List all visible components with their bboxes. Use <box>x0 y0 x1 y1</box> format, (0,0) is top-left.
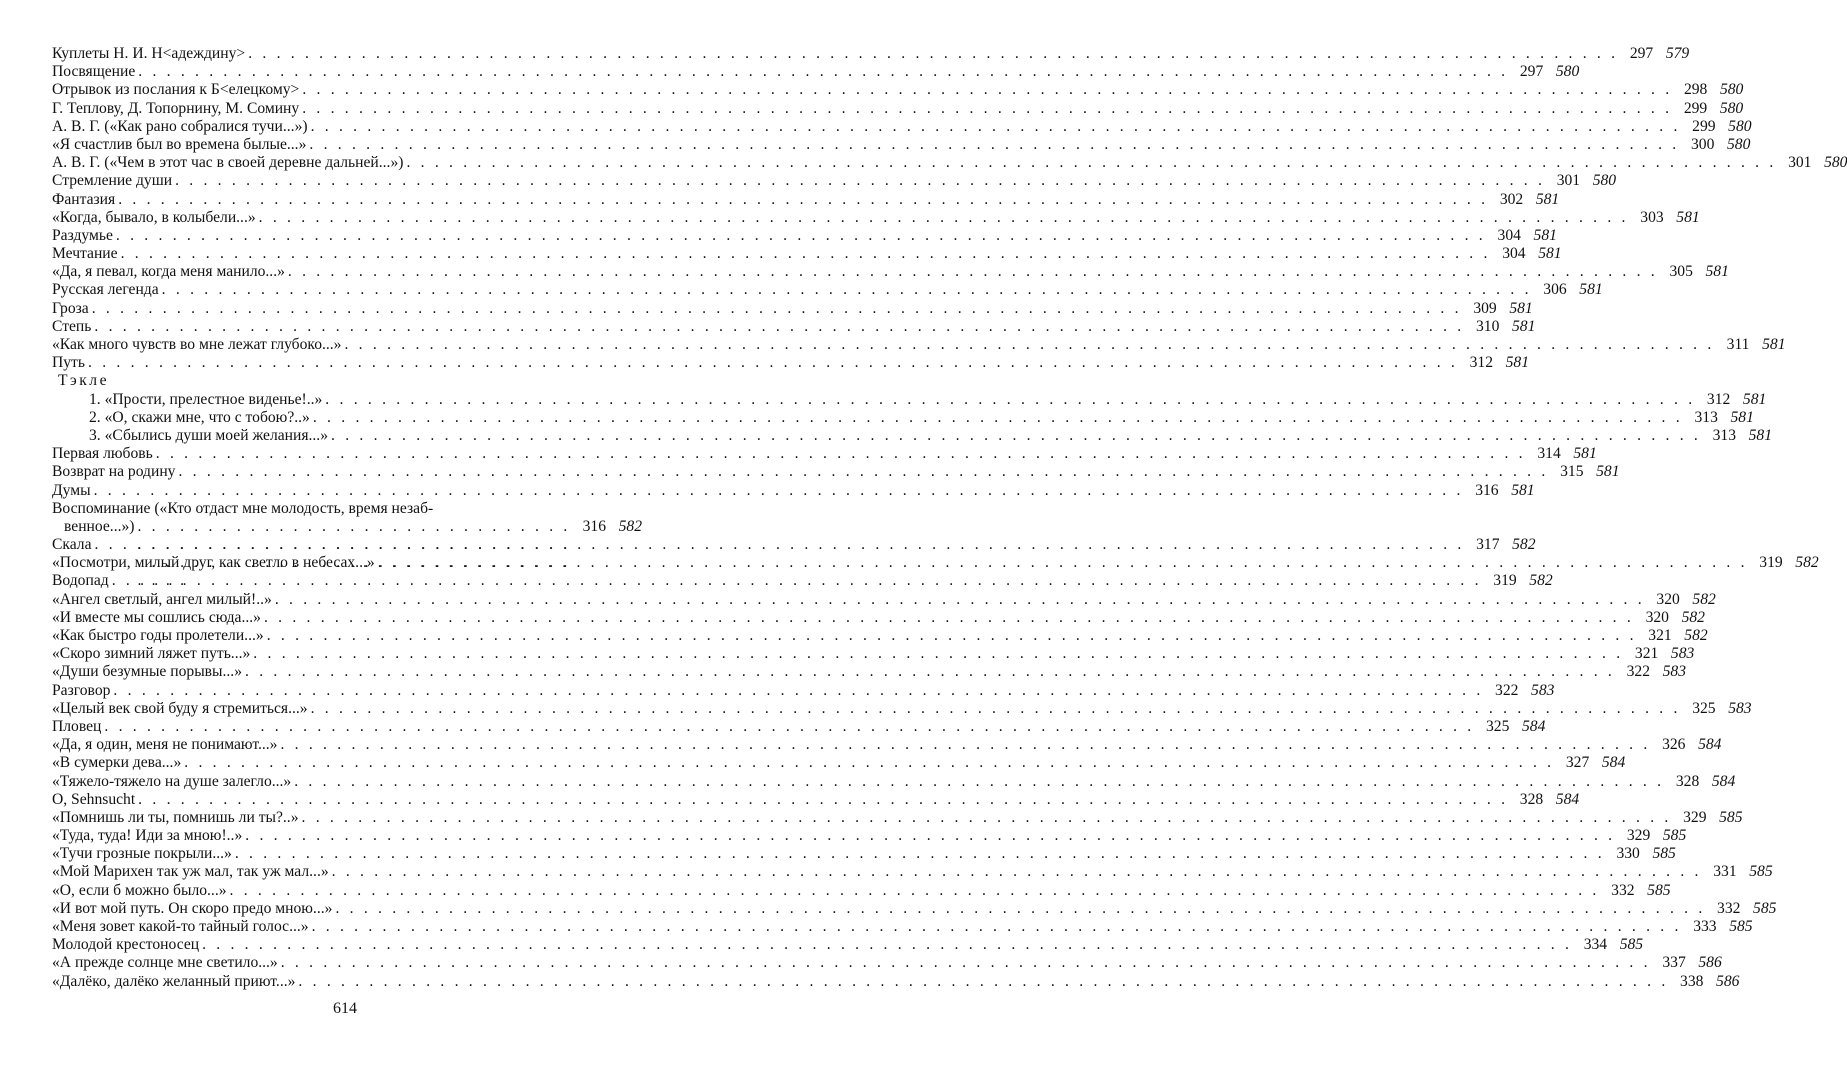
toc-entry-page: 328 <box>1519 790 1544 808</box>
toc-entry <box>52 754 1626 772</box>
toc-entry-title: «В сумерки дева...» <box>52 754 182 772</box>
toc-entry <box>52 936 1644 954</box>
leader-dots <box>175 172 1545 190</box>
toc-entry-note-page: 581 <box>1511 481 1535 499</box>
toc-entry-page: 301 <box>1556 172 1581 190</box>
toc-entry-page: 338 <box>1680 972 1704 990</box>
toc-entry-title: Гроза <box>52 299 89 317</box>
leader-dots <box>245 663 1615 681</box>
toc-entry <box>52 717 1546 736</box>
toc-entry-title: Отрывок из послания к Б<елецкому> <box>52 81 300 99</box>
toc-entry-note-page: 585 <box>1753 899 1777 917</box>
toc-entry-title: Скала <box>52 536 92 554</box>
toc-entry-title: «Души безумные порывы...» <box>52 663 243 681</box>
toc-entry-page: 316 <box>1475 481 1499 499</box>
toc-entry-title: «Меня зовет какой-то тайный голос...» <box>52 918 309 935</box>
toc-entry-page: 299 <box>1683 99 1708 117</box>
toc-entry-title: О, Sehnsucht <box>52 790 136 808</box>
toc-entry-note-page: 581 <box>1538 245 1562 263</box>
leader-dots <box>378 554 1748 572</box>
toc-entry <box>52 645 1695 663</box>
leader-dots <box>235 845 1605 863</box>
toc-entry-note-page: 581 <box>1705 263 1729 281</box>
toc-entry-title-line2: венное...») <box>64 517 135 535</box>
toc-entry-note-page: 585 <box>1652 845 1676 863</box>
toc-entry <box>52 245 1562 263</box>
toc-entry-note-page: 586 <box>1716 972 1740 990</box>
leader-dots <box>335 900 1705 918</box>
toc-entry <box>52 390 1767 409</box>
toc-entry-page: 300 <box>1690 135 1715 153</box>
toc-entry-title: «И вот мой путь. Он скоро предо мною...» <box>52 899 333 917</box>
leader-dots <box>92 300 1462 318</box>
toc-entry <box>52 172 1617 190</box>
toc-entry-note-page: 583 <box>1728 699 1752 717</box>
toc-entry <box>52 572 1553 590</box>
toc-entry <box>52 790 1580 809</box>
toc-entry-note-page: 585 <box>1719 808 1743 826</box>
toc-entry-vospominanie <box>52 500 642 536</box>
leader-dots <box>113 682 1483 700</box>
toc-entry <box>52 208 1700 227</box>
toc-entry-title: Думы <box>52 481 91 499</box>
toc-entry-title: «Туда, туда! Иди за мною!..» <box>52 827 243 845</box>
toc-entry-note-page: 582 <box>1529 572 1553 590</box>
toc-entry-title: «Посмотри, милый друг, как светло в небесах...» <box>52 554 375 572</box>
leader-dots <box>275 591 1645 609</box>
toc-entry-page: 314 <box>1537 445 1561 463</box>
toc-entry <box>52 681 1555 700</box>
toc-entry-page: 311 <box>1726 336 1750 353</box>
toc-entry-page: 312 <box>1469 354 1493 372</box>
leader-dots <box>112 572 1482 590</box>
toc-entry-note-page: 582 <box>1795 554 1819 572</box>
toc-entry <box>52 336 1786 354</box>
toc-entry-page: 329 <box>1626 827 1651 845</box>
toc-entry-page: 330 <box>1616 845 1640 863</box>
leader-dots <box>259 209 1629 227</box>
leader-dots <box>95 536 1465 554</box>
leader-dots <box>178 463 1548 481</box>
toc-entry-title: «Целый век свой буду я стремиться...» <box>52 699 308 717</box>
toc-entry <box>52 426 1773 445</box>
toc-entry-title-line1: Воспоминание («Кто отдаст мне молодость, время незаб- <box>52 499 434 517</box>
toc-entry <box>52 918 1753 936</box>
toc-entry <box>52 299 1533 318</box>
toc-entry-note-page: 580 <box>1728 117 1752 135</box>
toc-entry-note-page: 582 <box>1681 608 1705 626</box>
toc-entry-note-page: 581 <box>1573 445 1597 463</box>
toc-entry-note-page: 584 <box>1698 736 1722 754</box>
toc-entry-note-page: 585 <box>1729 918 1753 935</box>
leader-dots <box>311 700 1681 718</box>
toc-entry-note-page: 585 <box>1749 863 1773 881</box>
leader-dots <box>121 245 1491 263</box>
toc-entry-title: «Далёко, далёко желанный приют...» <box>52 972 296 990</box>
toc-entry-note-page: 581 <box>1596 463 1620 481</box>
toc-entry-title: Водопад <box>52 572 109 590</box>
toc-entry-page: 322 <box>1495 681 1519 699</box>
toc-entry-title: «Да, я певал, когда меня манило...» <box>52 263 285 281</box>
toc-entry-title: Путь <box>52 354 85 372</box>
toc-entry-note-page: 584 <box>1522 717 1546 735</box>
toc-entry-note-page: 580 <box>1719 99 1744 117</box>
toc-entry-page: 305 <box>1669 263 1693 281</box>
leader-dots <box>253 645 1623 663</box>
toc-entry <box>52 845 1676 863</box>
toc-entry <box>52 481 1535 500</box>
toc-entry-title: Мечтание <box>52 245 118 263</box>
toc-entry-note-page: 580 <box>1726 135 1751 153</box>
toc-entry-page: 337 <box>1662 954 1686 972</box>
thekla-heading: Тэкле <box>58 372 109 390</box>
toc-entry <box>52 827 1687 845</box>
toc-entry-page: 320 <box>1645 608 1669 626</box>
toc-entry-note-page: 580 <box>1719 81 1744 99</box>
toc-entry <box>52 154 1847 172</box>
toc-entry-title: «Когда, бывало, в колыбели...» <box>52 208 256 226</box>
toc-entry-note-page: 583 <box>1531 681 1555 699</box>
leader-dots <box>230 882 1600 900</box>
toc-entry-title: А. В. Г. («Как рано собралися тучи...») <box>52 117 308 135</box>
toc-entry-page: 321 <box>1634 645 1659 663</box>
toc-entry-page: 331 <box>1713 863 1737 881</box>
leader-dots <box>267 627 1637 645</box>
toc-entry <box>52 736 1722 754</box>
page-number: 614 <box>333 1000 357 1017</box>
toc-entry-page: 325 <box>1692 699 1716 717</box>
toc-entry-page: 298 <box>1683 81 1708 99</box>
section-heading-thekla <box>52 372 642 390</box>
toc-entry <box>52 608 1705 627</box>
toc-entry <box>52 772 1736 791</box>
toc-entry-page: 332 <box>1611 881 1635 899</box>
toc-entry-page: 306 <box>1543 281 1567 299</box>
toc-entry-page: 334 <box>1583 936 1608 954</box>
toc-entry-page: 328 <box>1675 772 1700 790</box>
leader-dots <box>302 81 1672 99</box>
toc-entry-title: Русская легенда <box>52 281 159 299</box>
toc-entry-note-page: 585 <box>1647 881 1671 899</box>
toc-entry-title: Посвящение <box>52 63 136 81</box>
toc-entry-note-page: 581 <box>1505 354 1529 372</box>
toc-entry-note-page: 583 <box>1670 645 1695 663</box>
toc-entry-page: 325 <box>1486 717 1510 735</box>
toc-entry-page: 319 <box>1759 554 1783 572</box>
leader-dots <box>138 63 1508 81</box>
toc-entry-page: 317 <box>1476 536 1500 554</box>
toc-entry-page: 321 <box>1648 627 1672 644</box>
toc-entry <box>52 117 1752 136</box>
toc-entry <box>52 263 1729 281</box>
toc-entry-title: «О, если б можно было...» <box>52 881 227 899</box>
toc-entry-page: 297 <box>1629 45 1654 62</box>
toc-entry-title: «Тяжело-тяжело на душе залегло...» <box>52 772 292 790</box>
toc-entry-page: 333 <box>1693 918 1717 935</box>
toc-entry <box>52 190 1560 209</box>
toc-entry <box>52 45 1690 63</box>
toc-entry-note-page: 582 <box>1512 536 1536 554</box>
toc-group-3 <box>52 536 1819 991</box>
toc-entry-title: Молодой крестоносец <box>52 936 200 954</box>
toc-entry <box>52 899 1777 918</box>
toc-entry <box>52 663 1687 681</box>
toc-entry-note-page: 581 <box>1535 190 1560 208</box>
toc-entry-page: 332 <box>1717 899 1741 917</box>
toc-entry-page: 327 <box>1565 754 1590 772</box>
leader-dots <box>116 227 1486 245</box>
toc-entry-note-page: 581 <box>1676 208 1700 226</box>
toc-entry-title: «А прежде солнце мне светило...» <box>52 954 278 972</box>
toc-entry-title: 3. «Сбылись души моей желания...» <box>89 426 329 444</box>
toc-group-2 <box>52 445 1620 500</box>
toc-entry-title: А. В. Г. («Чем в этот час в своей деревне дальней...») <box>52 154 404 172</box>
leader-dots <box>94 482 1464 500</box>
toc-entry-note-page: 584 <box>1555 790 1580 808</box>
toc-entry-page: 303 <box>1640 208 1664 226</box>
toc-entry-note-page: 579 <box>1665 45 1690 62</box>
leader-dots <box>288 263 1658 281</box>
toc-entry-note-page: 581 <box>1762 336 1786 353</box>
leader-dots <box>248 45 1618 63</box>
toc-entry-title: «Как быстро годы пролетели...» <box>52 627 264 644</box>
leader-dots <box>104 718 1474 736</box>
toc-entry-title: Разговор <box>52 681 111 699</box>
leader-dots <box>88 354 1458 372</box>
toc-entry-note-page: 583 <box>1662 663 1687 681</box>
toc-entry-page: 319 <box>1493 572 1517 590</box>
toc-entry <box>52 408 1754 427</box>
toc-entry-page: 312 <box>1706 390 1731 408</box>
toc-entry-title: «Я счастлив был во времена былые...» <box>52 135 307 153</box>
toc-entry-title: «Мой Марихен так уж мал, так уж мал...» <box>52 863 329 881</box>
leader-dots <box>302 100 1672 118</box>
leader-dots <box>309 136 1679 154</box>
toc-entry <box>52 627 1708 645</box>
toc-entry <box>52 63 1580 81</box>
toc-entry-page: 316 <box>582 517 606 535</box>
leader-dots <box>245 827 1615 845</box>
leader-dots <box>118 191 1488 209</box>
toc-entry-note-page: 582 <box>618 517 642 535</box>
leader-dots <box>94 318 1464 336</box>
leader-dots <box>294 773 1664 791</box>
leader-dots <box>264 609 1634 627</box>
toc-entry-title: «И вместе мы сошлись сюда...» <box>52 608 261 626</box>
toc-entry-title: Возврат на родину <box>52 463 176 481</box>
toc-entry-title: «Скоро зимний ляжет путь...» <box>52 645 251 663</box>
leader-dots <box>280 736 1650 754</box>
toc-entry-note-page: 581 <box>1579 281 1603 299</box>
toc-entry-page: 309 <box>1473 299 1497 317</box>
toc-entry <box>52 590 1716 609</box>
toc-entry-title: Фантазия <box>52 190 116 208</box>
toc-entry-page: 310 <box>1476 317 1500 335</box>
toc-entry-page: 313 <box>1694 408 1718 426</box>
toc-entry-title: «Как много чувств во мне лежат глубоко...» <box>52 336 342 353</box>
toc-entry <box>52 226 1557 245</box>
toc-entry-note-page: 582 <box>1692 590 1716 608</box>
toc-entry-note-page: 581 <box>1730 408 1754 426</box>
toc-entry-page: 304 <box>1497 226 1521 244</box>
toc-entry-note-page: 581 <box>1509 299 1533 317</box>
toc-entry-page: 313 <box>1712 426 1737 444</box>
toc-entry-page: 322 <box>1626 663 1651 681</box>
toc-entry-title: Раздумье <box>52 226 113 244</box>
toc-entry-note-page: 585 <box>1662 827 1687 845</box>
toc-entry-page: 304 <box>1502 245 1526 263</box>
leader-dots <box>313 409 1683 427</box>
leader-dots <box>138 791 1508 809</box>
toc-entry <box>52 881 1671 900</box>
leader-dots <box>312 918 1682 936</box>
toc-entry-title: Г. Теплову, Д. Топорнину, М. Сомину <box>52 99 300 117</box>
toc-entry <box>52 445 1597 463</box>
leader-dots <box>202 936 1572 954</box>
toc-entry-page: 326 <box>1662 736 1686 754</box>
toc-entry-page: 302 <box>1499 190 1524 208</box>
leader-dots <box>406 154 1776 172</box>
toc-entry <box>52 699 1752 718</box>
toc-entry <box>52 135 1751 154</box>
toc-entry-page: 329 <box>1683 808 1707 826</box>
toc-entry-title: 1. «Прости, прелестное виденье!..» <box>89 390 323 408</box>
leader-dots <box>332 863 1702 881</box>
toc-entry <box>52 863 1773 881</box>
leader-dots <box>302 809 1672 827</box>
toc-entry <box>52 281 1603 299</box>
toc-entry-title: Первая любовь <box>52 445 153 463</box>
toc-entry <box>52 463 1620 481</box>
toc-entry <box>52 81 1744 99</box>
toc-entry-title: Степь <box>52 317 92 335</box>
leader-dots <box>344 336 1714 354</box>
leader-dots <box>162 281 1532 299</box>
toc-entry <box>52 99 1744 118</box>
toc-entry-note-page: 580 <box>1824 154 1847 172</box>
toc-entry-note-page: 581 <box>1742 390 1767 408</box>
leader-dots <box>281 954 1651 972</box>
table-of-contents <box>52 45 1847 991</box>
toc-entry <box>52 554 1819 572</box>
toc-entry-note-page: 580 <box>1592 172 1617 190</box>
toc-entry-page: 315 <box>1560 463 1584 481</box>
leader-dots <box>184 754 1554 772</box>
toc-entry <box>52 954 1722 972</box>
toc-group-1 <box>52 45 1847 372</box>
toc-entry <box>52 808 1743 827</box>
toc-entry-note-page: 585 <box>1619 936 1644 954</box>
toc-entry-note-page: 580 <box>1555 63 1580 81</box>
toc-entry <box>52 536 1536 554</box>
leader-dots <box>311 118 1681 136</box>
toc-entry-title: «Помнишь ли ты, помнишь ли ты?..» <box>52 808 299 826</box>
toc-entry-note-page: 581 <box>1512 317 1536 335</box>
leader-dots <box>156 445 1526 463</box>
toc-entry-title: Пловец <box>52 717 102 735</box>
toc-entry-title: Стремление души <box>52 172 173 190</box>
leader-dots <box>331 427 1701 445</box>
leader-dots <box>325 391 1695 409</box>
toc-entry <box>52 972 1740 991</box>
toc-entry <box>52 354 1529 372</box>
toc-entry-note-page: 582 <box>1684 627 1708 644</box>
toc-entry-note-page: 584 <box>1711 772 1736 790</box>
toc-entry-note-page: 581 <box>1748 426 1773 444</box>
toc-entry-page: 297 <box>1519 63 1544 81</box>
toc-entry <box>52 317 1536 336</box>
leader-dots <box>298 973 1668 991</box>
toc-entry-title: 2. «О, скажи мне, что с тобою?..» <box>89 408 310 426</box>
toc-entry-title: Куплеты Н. И. Н<адеждину> <box>52 45 246 62</box>
toc-entry-title: «Да, я один, меня не понимают...» <box>52 736 278 754</box>
toc-entry-page: 320 <box>1656 590 1680 608</box>
toc-group-thekla <box>52 390 1773 446</box>
toc-entry-note-page: 581 <box>1533 226 1557 244</box>
toc-entry-note-page: 584 <box>1601 754 1626 772</box>
toc-entry-title: «Ангел светлый, ангел милый!..» <box>52 590 272 608</box>
toc-entry-title: «Тучи грозные покрыли...» <box>52 845 232 863</box>
toc-entry-page: 299 <box>1692 117 1716 135</box>
toc-entry-page: 301 <box>1788 154 1812 172</box>
toc-entry-note-page: 586 <box>1698 954 1722 972</box>
